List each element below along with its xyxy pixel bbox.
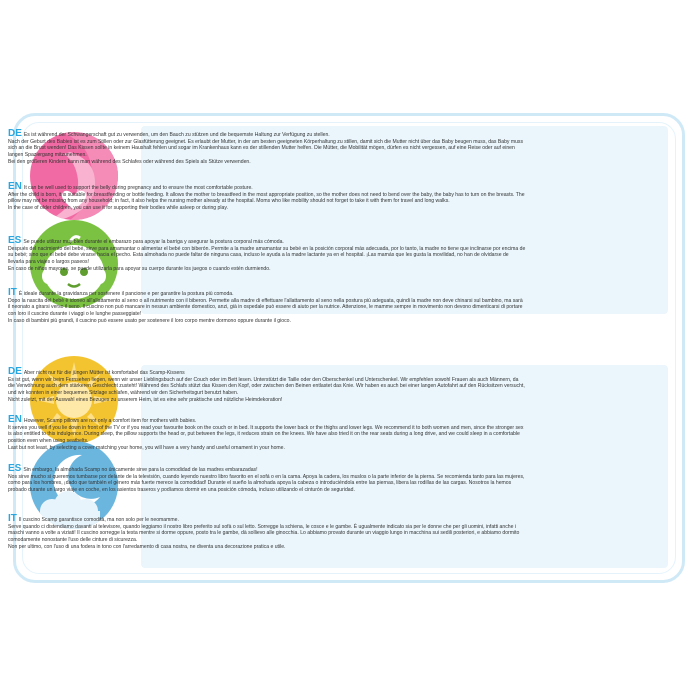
paragraph: Es ist während der Schwangerschaft gut zu verwenden, um den Bauch zu stützen und die bequemste Haltung zur Verfügung zu stellen. [23, 132, 330, 138]
text-block-en-top [8, 182, 526, 212]
paragraph: After the child is born, it is suitable for breastfeeding or bottle feeding. It allows the mother to breastfeed in the most appropriate position, so the mother does not need to bend over the baby, the baby has to turn on the breasts. The pillow may not be missing from any household; in fact, it also helps the nursing mother already at the hospital. Moms who like mobility should not forget to take it with them for travel and long walks. [8, 191, 525, 205]
paragraph: Nos sirve mucho si queremos tumbarse por delante de la televisión, cuando leyendo nuestro libro favorito en el sofá o en la cama. Apoya la cadera, los muslos o la parte inferior de la pierna. Se recomienda tanto para las mujeres, como para los hombres, ¡dado que también el género más fuerte merece la comodidad! Durante el sueño la almohada apoya la cabeza o introduciéndola entre las piernas, libera las rodillas de las cargas. Nosotros la hemos probado durante un largo viaje en coche, en los asientos traseros y podíamos dormir en una posición cómoda, incluso utilizando el cinturón de seguridad. [8, 473, 525, 494]
paragraph: Después del nacimiento del bebé, sirve para amamantar o alimentar el bebé con biberón. Permite a la madre amamantar su bebé en la posición corporal más adecuada, por lo tanto, la madre no tiene que inclinarse por encima de su bebé; sino que el bebé debe virarse hacia el pecho. Esta almohada no puede faltar de ninguna casa, incluso le ayuda a la madre lactante ya en el hospital. ¡Las mamás que les gusta la movilidad, no han de olvidarse de llevarla para viajes o largos paseos! [8, 245, 526, 266]
paragraph: Se puede utilizar muy bien durante el embarazo para apoyar la barriga y asegurar la postura corporal más cómoda. [23, 239, 284, 245]
text-block-it-top [8, 288, 526, 325]
text-block-de-bottom [8, 367, 526, 404]
paragraph: Sin embargo, la almohada Scamp no únicamente sirve para la comodidad de las madres embarazadas! [23, 467, 258, 473]
paragraph: Il cuscino Scamp garantisce comodità, ma non solo per le neomamme. [18, 517, 179, 523]
paragraph: Es ist gut, wenn wir beim Fernsehen liegen, wenn wir unser Lieblingsbuch auf der Couch oder im Bett lesen. Unterstützt die Taille oder den Oberschenkel und Unterschenkel. Wir empfehlen sowohl Frauen als auch Männern, da die Verwöhnung auch dem stärkeren Geschlecht zusteht! Während des Schlafs stützt das Kissen den Kopf, oder zwischen den Beinen entlastet das Knie. Wir haben es auch bei einer langen Autofahrt auf den Rücksitzen versucht, und wir konnten in einer bequemen Sitzlage schlafen, während wir den Sicherheitsgurt benutzt haben. [8, 376, 525, 397]
lang-code: IT [8, 287, 17, 298]
paragraph: Aber nicht nur für die jüngen Mütter ist komfortabel das Scamp-Kissens [23, 370, 185, 376]
text-block-it-bottom [8, 514, 526, 551]
text-block-en-bottom [8, 415, 526, 452]
paragraph: Last but not least, by selecting a cover matching your home, you will have a very handy and useful ornament in your home. [8, 444, 285, 451]
lang-code: IT [8, 513, 17, 524]
paragraph: In the case of older children, you can use it for supporting their bodies while asleep or during play. [8, 205, 228, 212]
paragraph: En caso de niños mayores, se puede utilizarla para apoyar su cuerpo durante los juegos o cuando estén durmiendo. [8, 265, 271, 272]
lang-code: ES [8, 463, 22, 474]
paragraph: In caso di bambini più grandi, il cuscino può essere usato per sostenere il loro corpo mentre dormono oppure durante il gioco. [8, 317, 291, 324]
paragraph: Dopo la nascita del bebè è idoneo all'allattamento al seno o all nutrimento con il biberon. Permette alla madre di effettuare l'allattamento al seno nella postura più adeguata, quindi la madre non deve chinarsi sul bambino, ma sarà il neonato a girarsi verso il seno. Il cuscino non può mancare in nessun ambiente domestico, anzi, già in ospedale può essere di aiuto per la nutrice. Attenzione, le mamme sempre in movimento non devono dimenticarsi di portare con loro il cuscino durante i viaggi o le lunghe passeggiate! [8, 297, 523, 318]
lang-code: DE [8, 366, 22, 377]
paragraph: Bei den größeren Kindern kann man während des Schlafes oder während des Spiels als Stütze verwenden. [8, 158, 251, 165]
lang-code: EN [8, 181, 22, 192]
paragraph: It can be well used to support the belly during pregnancy and to ensure the most comfortable posture. [23, 185, 253, 191]
paragraph: Nach der Geburt des Babies ist es zum Stillen oder zur Glasfütterung geeignet. Es erlaubt der Mutter, in der am besten geeigneten Körperhaltung zu stillen, damit sich die Mutter nicht über das Baby beugen muss, das Baby muss sich an die Brust wenden! Das Kissen sollte in keinem Haushalt fehlen und sogar im Krankenhaus kann es der stillenden Mutter helfen. Die Mütter, die Mobilität mögen, dürfen es nicht vergessen, auf eine Reise oder auf einen langen Spaziergang mitzunehmen. [8, 138, 524, 159]
paragraph: Nicht zuletzt, mit der Auswahl eines Bezuges zu unserem Heim, ist es eine sehr praktische und nützliche Heimdekoration! [8, 396, 283, 403]
paragraph: È ideale durante la gravidanza per sostenere il pancione e per garantire la postura più comoda. [18, 291, 234, 297]
lang-code: DE [8, 128, 22, 139]
text-block-es-top [8, 236, 526, 273]
paragraph: Non per ultimo, con l'uso di una fodera in tono con l'arredamento di casa nostra, ne diventa una decorazione pratica e utile. [8, 543, 286, 550]
paragraph: However, Scamp pillows are not only a comfort item for mothers with babies. [23, 418, 197, 424]
text-block-de-top [8, 129, 526, 166]
paragraph: It serves you well if you lie down in front of the TV or if you read your favourite book on the couch or in bed. It supports the lower back or the thighs and lower legs. We recommend it to both women and men, since the stronger sex is also entitled to this indulgence. During sleep, the pillow supports the head or, put between the legs, it reduces strain on the knees. We have also tried it on the rear seats during a long drive, and we could sleep in a comfortable position even when using seatbelts. [8, 424, 524, 445]
lang-code: ES [8, 235, 22, 246]
paragraph: Serve quando ci distendiamo davanti al televisore, quando leggiamo il nostro libro preferito sul sofà o sul letto. Sorregge la schiena, le cosce e le gambe. È ugualmente indicato sia per le donne che per gli uomini, infatti anche i maschi vanno a volte a viziati! Il cuscino sorregge la testa mentre si dorme oppure, posto tra le gambe, dà sollievo alle ginocchia. Lo abbiamo provato durante un viaggio lungo in macchina sui sedili posteriori, e abbiamo dormito comodamente nonostante l'uso delle cinture di sicurezza. [8, 523, 520, 544]
lang-code: EN [8, 414, 22, 425]
text-block-es-bottom [8, 464, 526, 494]
